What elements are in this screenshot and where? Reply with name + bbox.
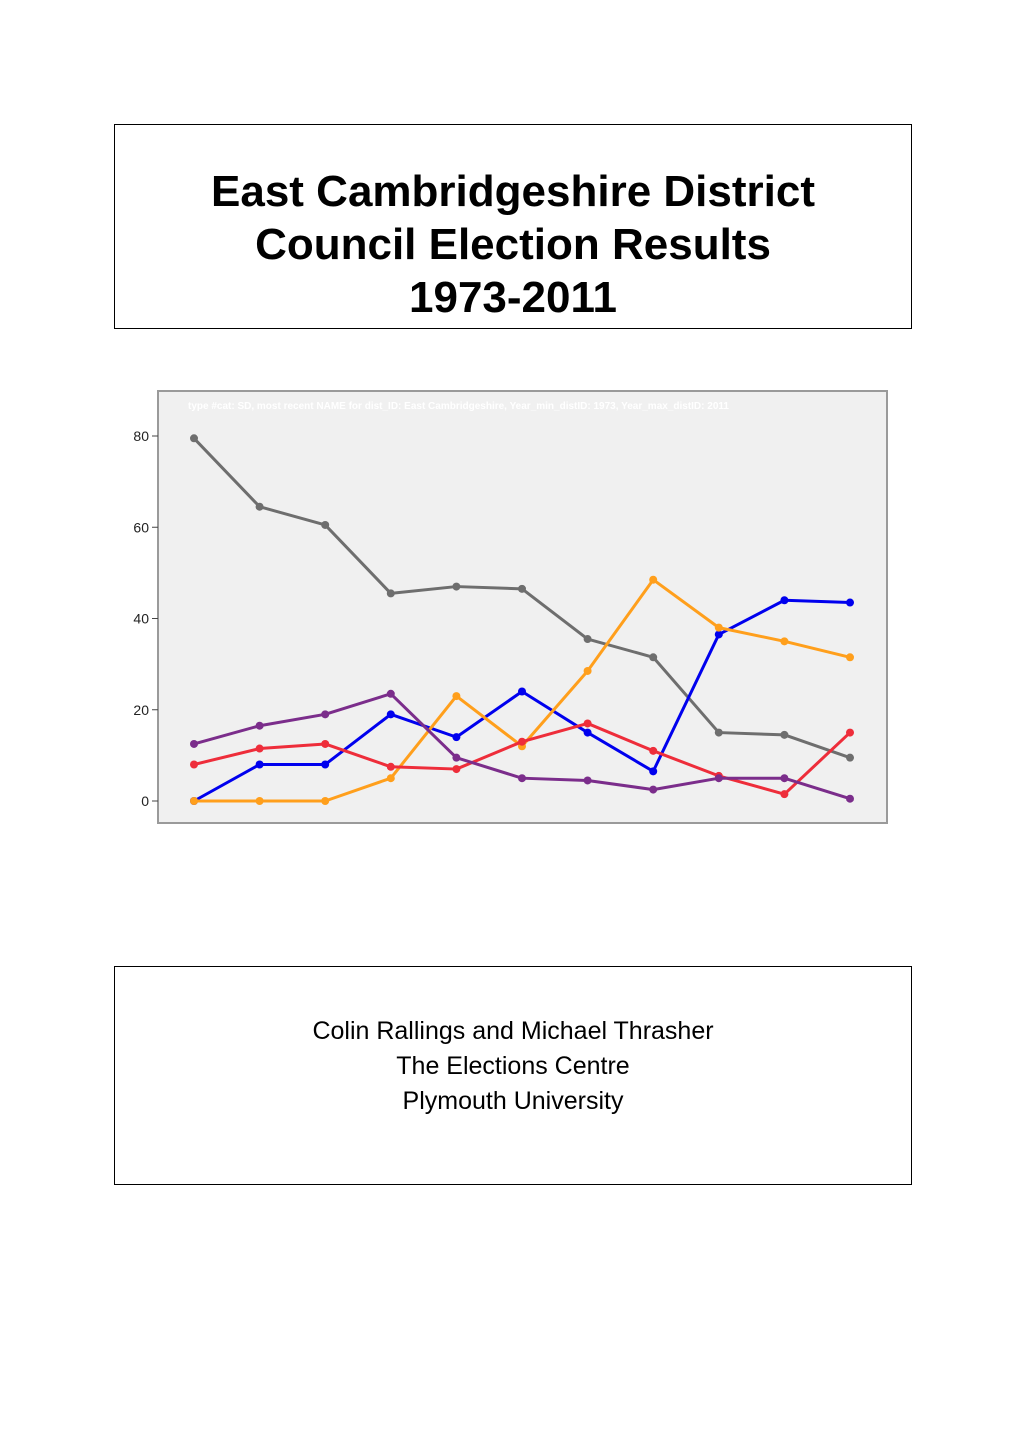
series-2-point-10: [780, 596, 788, 604]
series-1-point-1: [190, 434, 198, 442]
series-5-point-2: [256, 722, 264, 730]
title-line-1: East Cambridgeshire District: [211, 167, 815, 216]
y-tick-label: 20: [133, 701, 149, 718]
series-4-point-3: [321, 740, 329, 748]
title-box: [114, 124, 912, 329]
series-4-point-4: [387, 763, 395, 771]
y-tick-label: 60: [133, 519, 149, 536]
series-3-point-1: [190, 797, 198, 805]
series-3-point-9: [715, 624, 723, 632]
series-1-point-8: [649, 653, 657, 661]
title-line-3: 1973-2011: [409, 273, 617, 322]
series-5-point-8: [649, 786, 657, 794]
author-line-3: Plymouth University: [402, 1087, 624, 1115]
series-2-point-11: [846, 599, 854, 607]
chart-svg: [118, 385, 893, 830]
y-axis: [133, 428, 158, 809]
series-5-point-4: [387, 690, 395, 698]
series-5-point-9: [715, 774, 723, 782]
series-5-point-1: [190, 740, 198, 748]
series-1-point-3: [321, 521, 329, 529]
series-1-point-2: [256, 503, 264, 511]
series-3-point-4: [387, 774, 395, 782]
y-tick-label: 80: [133, 428, 149, 444]
series-2-point-4: [387, 710, 395, 718]
series-1-point-10: [780, 731, 788, 739]
series-1-point-7: [584, 635, 592, 643]
series-3-point-3: [321, 797, 329, 805]
series-2-point-8: [649, 767, 657, 775]
series-2-point-5: [452, 733, 460, 741]
series-4-point-8: [649, 747, 657, 755]
series-4-point-2: [256, 745, 264, 753]
plot-area: [158, 391, 887, 823]
series-5-point-11: [846, 795, 854, 803]
series-5-point-7: [584, 776, 592, 784]
series-5-point-3: [321, 710, 329, 718]
author-line-2: The Elections Centre: [396, 1052, 630, 1080]
series-1-point-9: [715, 729, 723, 737]
series-2-point-7: [584, 729, 592, 737]
series-4-point-11: [846, 729, 854, 737]
series-1-point-5: [452, 583, 460, 591]
series-3-point-7: [584, 667, 592, 675]
series-5-point-6: [518, 774, 526, 782]
series-4-point-7: [584, 719, 592, 727]
series-3-point-11: [846, 653, 854, 661]
chart-header-text: type #cat: SD, most recent NAME for dist_ID: East Cambridgeshire, Year_min_distID: 1973, Year_max_distID: 2011: [188, 401, 729, 412]
series-2-point-9: [715, 630, 723, 638]
series-4-point-10: [780, 790, 788, 798]
series-2-point-2: [256, 761, 264, 769]
series-1-point-4: [387, 589, 395, 597]
election-chart: [118, 385, 893, 830]
series-3-point-8: [649, 576, 657, 584]
series-4-point-6: [518, 738, 526, 746]
series-5-point-10: [780, 774, 788, 782]
y-tick-label: 40: [133, 610, 149, 627]
series-3-point-10: [780, 637, 788, 645]
series-4-point-5: [452, 765, 460, 773]
author-line-1: Colin Rallings and Michael Thrasher: [312, 1017, 714, 1045]
series-2-point-6: [518, 688, 526, 696]
series-1-point-11: [846, 754, 854, 762]
author-box: [114, 966, 912, 1185]
y-tick-label: 0: [141, 793, 149, 809]
series-3-point-2: [256, 797, 264, 805]
series-5-point-5: [452, 754, 460, 762]
series-3-point-5: [452, 692, 460, 700]
series-4-point-1: [190, 761, 198, 769]
series-1-point-6: [518, 585, 526, 593]
title-line-2: Council Election Results: [255, 220, 771, 269]
series-2-point-3: [321, 761, 329, 769]
